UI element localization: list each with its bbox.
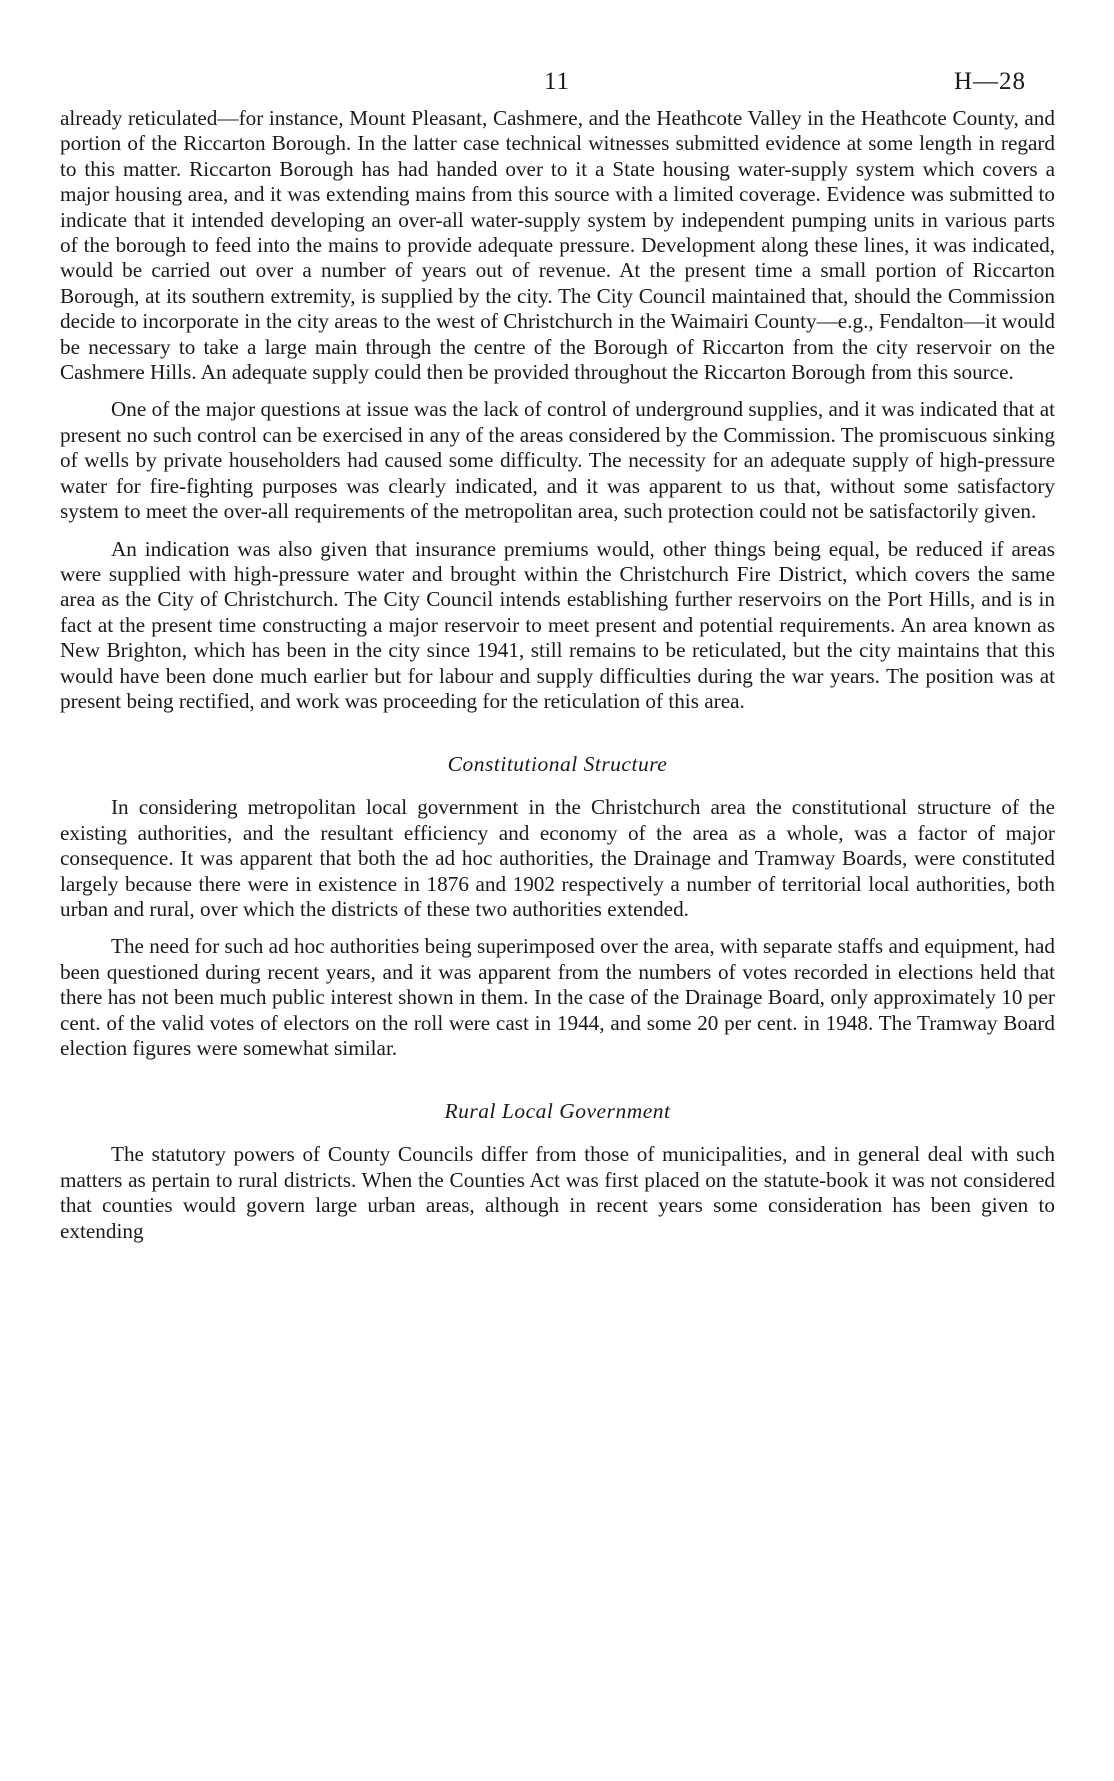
section-heading-constitutional-structure: Constitutional Structure (447, 752, 668, 777)
body-paragraph: One of the major questions at issue was the lack of control of underground supplies, and it was indicated that at present no such control can be exercised in any of the areas considered by the Commission. The promiscuous sinking of wells by private householders had caused some difficulty. The necessity for an adequate supply of high-pressure water for fire-fighting purposes was clearly indicated, and it was apparent to us that, without some satisfactory system to meet the over-all requirements of the metropolitan area, such protection could not be satisfactorily given. (60, 397, 1055, 524)
body-paragraph: The statutory powers of County Councils differ from those of municipalities, and in general deal with such matters as pertain to rural districts. When the Counties Act was first placed on the statute-book it was not considered that counties would govern large urban areas, although in recent years some consideration has been given to extending (60, 1142, 1055, 1243)
document-reference: H—28 (953, 68, 1026, 95)
body-paragraph: An indication was also given that insurance premiums would, other things being equal, be reduced if areas were supplied with high-pressure water and brought within the Christchurch Fire District, which covers the same area as the City of Christchurch. The City Council intends establishing further reservoirs on the Port Hills, and is in fact at the present time constructing a major reservoir to meet present and potential requirements. An area known as New Brighton, which has been in the city since 1941, still remains to be reticulated, but the city maintains that this would have been done much earlier but for labour and supply difficulties during the war years. The position was at present being rectified, and work was proceeding for the reticulation of this area. (60, 536, 1055, 713)
section-heading-rural-local-government: Rural Local Government (444, 1099, 671, 1124)
page-body (60, 106, 1055, 1244)
body-paragraph: already reticulated—for instance, Mount Pleasant, Cashmere, and the Heathcote Valley in the Heathcote County, and portion of the Riccarton Borough. In the latter case technical witnesses submitted evidence at some length in regard to this matter. Riccarton Borough has had handed over to it a State housing water-supply system which covers a major housing area, and it was extending mains from this source with a limited coverage. Evidence was submitted to indicate that it intended developing an over-all water-supply system by independent pumping units in various parts of the borough to feed into the mains to provide adequate pressure. Development along these lines, it was indicated, would be carried out over a number of years out of revenue. At the present time a small portion of Riccarton Borough, at its southern extremity, is supplied by the city. The City Council maintained that, should the Commission decide to incorporate in the city areas to the west of Christchurch in the Waimairi County—e.g., Fendalton—it would be necessary to take a large main through the centre of the Borough of Riccarton from the city reservoir on the Cashmere Hills. An adequate supply could then be provided throughout the Riccarton Borough from this source. (60, 106, 1055, 385)
body-paragraph: The need for such ad hoc authorities being superimposed over the area, with separate staffs and equipment, had been questioned during recent years, and it was apparent from the numbers of votes recorded in elections held that there has not been much public interest shown in them. In the case of the Drainage Board, only approximately 10 per cent. of the valid votes of electors on the roll were cast in 1944, and some 20 per cent. in 1948. The Tramway Board election figures were somewhat similar. (60, 934, 1055, 1060)
body-paragraph: In considering metropolitan local government in the Christchurch area the constitutional structure of the existing authorities, and the resultant efficiency and economy of the area as a whole, was a factor of major consequence. It was apparent that both the ad hoc authorities, the Drainage and Tramway Boards, were constituted largely because there were in existence in 1876 and 1902 respectively a number of territorial local authorities, both urban and rural, over which the districts of these two authorities extended. (60, 795, 1055, 921)
page-number: 11 (543, 68, 571, 95)
